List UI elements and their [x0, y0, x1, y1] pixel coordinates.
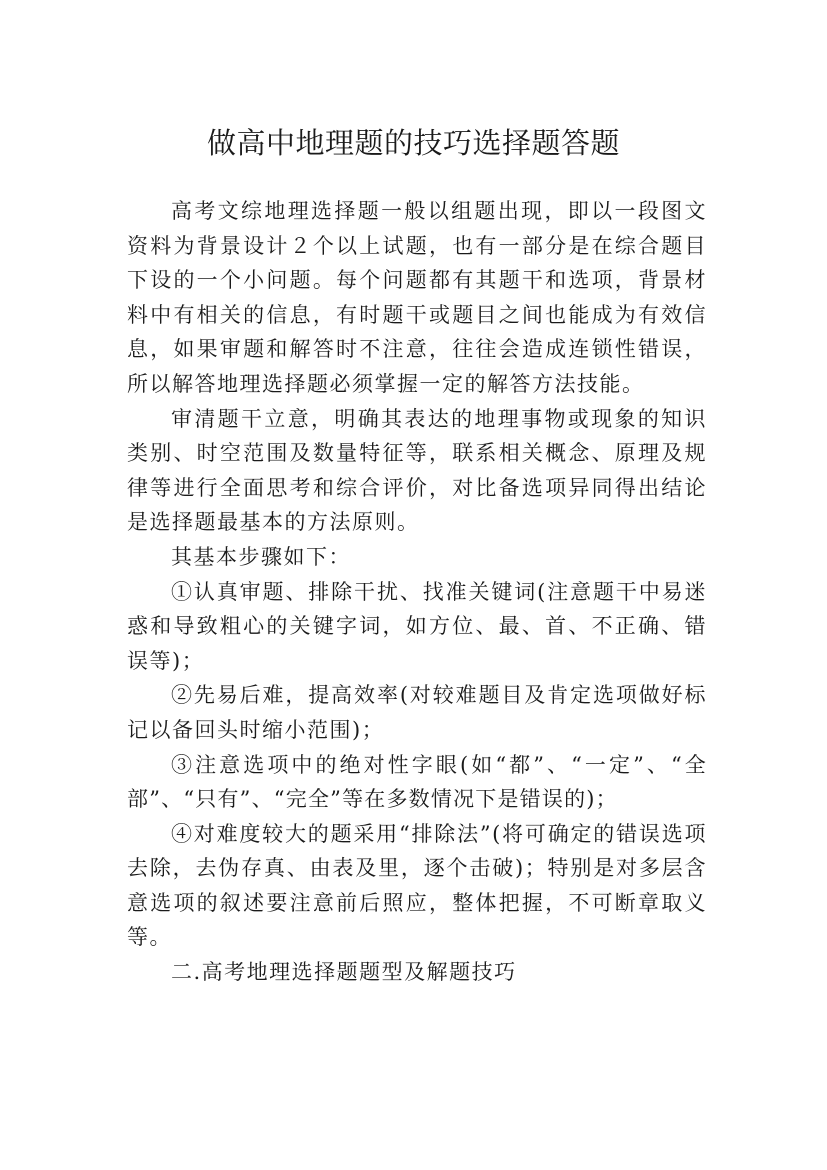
paragraph-intro: 高考文综地理选择题一般以组题出现，即以一段图文资料为背景设计２个以上试题，也有一部分是在综合题目下设的一个小问题。每个问题都有其题干和选项，背景材料中有相关的信息，有时题干或题目之间也能成为有效信息，如果审题和解答时不注意，往往会造成连锁性错误，所以解答地理选择题必须掌握一定的解答方法技能。	[127, 199, 707, 396]
paragraph-step-2: ②先易后难，提高效率(对较难题目及肯定选项做好标记以备回头时缩小范围)；	[127, 683, 707, 742]
section-heading-2: 二.高考地理选择题题型及解题技巧	[171, 960, 517, 985]
paragraph-step-1: ①认真审题、排除干扰、找准关键词(注意题干中易迷惑和导致粗心的关键字词，如方位、最、首、不正确、错误等)；	[127, 579, 707, 673]
paragraph-step-3: ③注意选项中的绝对性字眼(如“都”、“一定”、“全部”、“只有”、“完全”等在多数情况下是错误的)；	[127, 752, 707, 812]
paragraph-step-4: ④对难度较大的题采用“排除法”(将可确定的错误选项去除，去伪存真、由表及里，逐个击破)；特别是对多层含意选项的叙述要注意前后照应，整体把握，不可断章取义等。	[127, 821, 707, 950]
paragraph-steps-heading: 其基本步骤如下：	[171, 544, 351, 569]
document-body	[127, 194, 707, 990]
document-title: 做高中地理题的技巧选择题答题	[206, 126, 620, 161]
paragraph-principle: 审清题干立意，明确其表达的地理事物或现象的知识类别、时空范围及数量特征等，联系相关概念、原理及规律等进行全面思考和综合评价，对比备选项异同得出结论是选择题最基本的方法原则。	[127, 406, 707, 535]
